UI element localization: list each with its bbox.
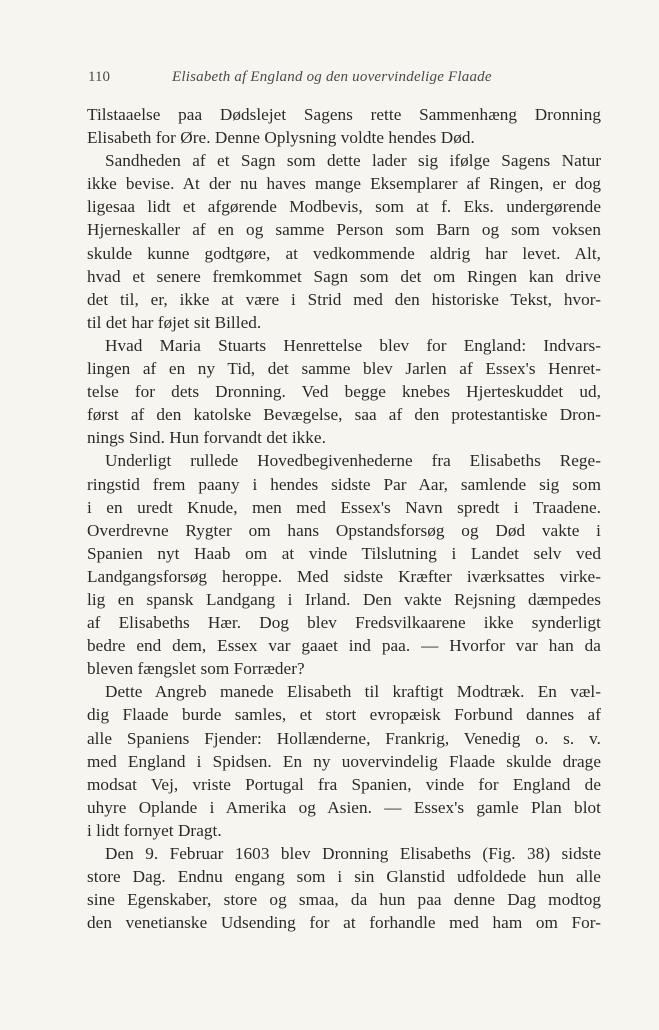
text-line: Spanien nyt Haab om at vinde Tilslutning i Landet selv ved [87, 543, 601, 563]
text-line: telse for dets Dronning. Ved begge knebes Hjerteskuddet ud, [87, 382, 601, 402]
text-line: lig en spansk Landgang i Irland. Den vakte Rejsning dæmpedes [87, 589, 601, 609]
text-line: store Dag. Endnu engang som i sin Glanstid udfoldede hun alle [87, 867, 601, 887]
text-line: skulde kunne godtgøre, at vedkommende aldrig har levet. Alt, [87, 243, 601, 263]
text-line: i en uredt Knude, men med Essex's Navn spredt i Traadene. [87, 497, 601, 517]
text-line: Hjerneskaller af en og samme Person som Barn og som voksen [87, 220, 601, 240]
text-line: Sandheden af et Sagn som dette lader sig ifølge Sagens Natur [105, 151, 601, 171]
text-line: først af den katolske Bevægelse, saa af den protestantiske Dron- [87, 405, 601, 425]
text-line: sine Egenskaber, store og smaa, da hun paa denne Dag modtog [87, 890, 601, 910]
text-line: i lidt fornyet Dragt. [87, 820, 222, 840]
text-line: det til, er, ikke at være i Strid med den historiske Tekst, hvor- [87, 289, 601, 309]
text-line: Hvad Maria Stuarts Henrettelse blev for England: Indvars- [105, 335, 601, 355]
text-line: Overdrevne Rygter om hans Opstandsforsøg og Død vakte i [87, 520, 601, 540]
text-line: med England i Spidsen. En ny uovervindelig Flaade skulde drage [87, 751, 601, 771]
text-line: uhyre Oplande i Amerika og Asien. — Essex's gamle Plan blot [87, 797, 601, 817]
text-line: ikke bevise. At der nu haves mange Eksemplarer af Ringen, er dog [87, 174, 601, 194]
text-line: hvad et senere fremkommet Sagn som det om Ringen kan drive [87, 266, 601, 286]
text-line: bleven fængslet som Forræder? [87, 659, 305, 679]
text-line: modsat Vej, vriste Portugal fra Spanien, vinde for England de [87, 774, 601, 794]
text-line: af Elisabeths Hær. Dog blev Fredsvilkaarene ikke synderligt [87, 613, 601, 633]
text-line: lingen af en ny Tid, det samme blev Jarlen af Essex's Henret- [87, 359, 601, 379]
page-number: 110 [88, 69, 110, 85]
text-line: bedre end dem, Essex var gaaet ind paa. — Hvorfor var han da [87, 636, 601, 656]
text-line: Elisabeth for Øre. Denne Oplysning voldte hendes Død. [87, 128, 475, 148]
text-line: ligesaa lidt et afgørende Modbevis, som at f. Eks. undergørende [87, 197, 601, 217]
running-head [88, 66, 603, 88]
text-line: Landgangsforsøg heroppe. Med sidste Kræfter iværksattes virke- [87, 566, 601, 586]
text-line: Dette Angreb manede Elisabeth til kraftigt Modtræk. En væl- [105, 682, 601, 702]
text-line: nings Sind. Hun forvandt det ikke. [87, 428, 326, 448]
body-text [87, 103, 601, 934]
text-line: til det har føjet sit Billed. [87, 312, 262, 332]
text-line: Tilstaaelse paa Dødslejet Sagens rette Sammenhæng Dronning [87, 105, 601, 124]
text-line: Underligt rullede Hovedbegivenhederne fra Elisabeths Rege- [105, 451, 601, 471]
running-title: Elisabeth af England og den uovervindelige Flaade [172, 69, 492, 85]
text-line: Den 9. Februar 1603 blev Dronning Elisabeths (Fig. 38) sidste [105, 844, 601, 863]
text-line: den venetianske Udsending for at forhandle med ham om For- [87, 913, 601, 933]
text-line: dig Flaade burde samles, et stort evropæisk Forbund dannes af [87, 705, 601, 725]
text-line: ringstid frem paany i hendes sidste Par Aar, samlende sig som [87, 474, 601, 494]
text-line: alle Spaniens Fjender: Hollænderne, Frankrig, Venedig o. s. v. [87, 728, 601, 748]
